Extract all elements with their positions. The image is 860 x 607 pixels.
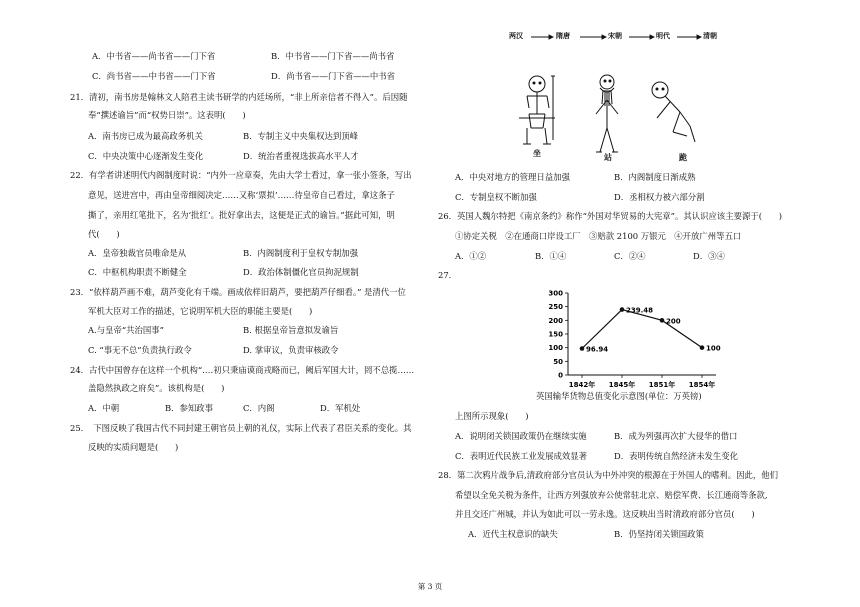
court-etiquette-drawing bbox=[505, 32, 725, 182]
pose-label-sit: 坐 bbox=[533, 148, 541, 158]
timeline-label-5: 清朝 bbox=[703, 31, 717, 40]
q25-stem-line2: 反映的实质问题是( ) bbox=[88, 442, 179, 452]
court-etiquette-figure bbox=[505, 32, 725, 182]
q22-stem-line4: 代( ) bbox=[88, 229, 120, 239]
q23-option-c[interactable]: C. “事无不总”负责执行政令 bbox=[88, 345, 192, 355]
chart-title: 英国输华货物总值变化示意图(单位：万英镑) bbox=[536, 391, 702, 401]
q26-stem: 26．英国人魏尔特把《南京条约》称作“外国对华贸易的大宪章”。其认识应该主要源于( ) bbox=[438, 211, 783, 221]
q28-option-b[interactable]: B．仍坚持闭关锁国政策 bbox=[614, 529, 704, 539]
q22-option-b[interactable]: B．内阁制度利于皇权专制加强 bbox=[243, 248, 359, 258]
x-tick-label: 1842年 bbox=[568, 381, 596, 389]
y-tick-label: 300 bbox=[548, 289, 563, 298]
q25-option-b[interactable]: B．内阁制度日渐成熟 bbox=[614, 172, 696, 182]
q22-option-d[interactable]: D．政治体制僵化官员拘泥规制 bbox=[243, 267, 359, 277]
q26-option-c[interactable]: C．②④ bbox=[614, 251, 646, 261]
page-number: 第 3 页 bbox=[417, 582, 443, 591]
series-line bbox=[582, 310, 702, 349]
export-value-chart bbox=[538, 285, 728, 405]
q28-stem-line1: 28．第二次鸦片战争后,清政府部分官员认为中外冲突的根源在于外国人的嗜利。因此，他们 bbox=[438, 470, 778, 480]
q27-stem: 上图所示现象( ) bbox=[455, 411, 529, 421]
data-point bbox=[660, 318, 665, 323]
q26-items: ①协定关税 ②在通商口岸设工厂 ③赔款 2100 万银元 ④开放广州等五口 bbox=[455, 231, 742, 241]
q21-option-d[interactable]: D．统治者重视选拔高水平人才 bbox=[243, 151, 359, 161]
x-tick-label: 1854年 bbox=[688, 381, 716, 389]
pose-label-stand: 站 bbox=[604, 152, 612, 162]
y-tick-label: 0 bbox=[558, 371, 563, 380]
q26-option-b[interactable]: B．①④ bbox=[535, 251, 567, 261]
q20-option-a[interactable]: A．中书省——尚书省——门下省 bbox=[92, 51, 216, 61]
q27-option-a[interactable]: A．说明闭关锁国政策仍在继续实施 bbox=[455, 431, 587, 441]
q24-stem-line1: 24．古代中国曾存在这样一个机构“.…初只秉庙谟商戎略而已，阙后军国大计，罔不总揽…… bbox=[70, 365, 415, 375]
q21-stem-line2: 奉“撰述谕旨”而“权势日崇”。这表明( ) bbox=[88, 110, 246, 120]
timeline-label-1: 两汉 bbox=[509, 31, 523, 40]
data-point bbox=[620, 307, 625, 312]
q27-number: 27． bbox=[438, 270, 458, 280]
q22-stem-line1: 22．有学者讲述明代内阁制度时说：“内外一应章奏，先由大学士看过，拿一张小签条，写出 bbox=[70, 170, 412, 180]
timeline-label-2: 隋唐 bbox=[556, 31, 570, 40]
pose-label-kneel: 跪 bbox=[679, 152, 687, 162]
q23-option-d[interactable]: D. 掌审议，负责审核政令 bbox=[243, 345, 339, 355]
y-tick-label: 150 bbox=[548, 330, 563, 339]
y-tick-label: 50 bbox=[553, 357, 563, 366]
line-chart-svg bbox=[538, 285, 728, 405]
q28-stem-line2: 希望以全免关税为条件，让西方列强放弃公使常驻北京、赔偿军费、长江通商等条款, bbox=[455, 490, 768, 500]
q25-stem-line1: 25． 下图反映了我国古代不同封建王朝官员上朝的礼仪，实际上代表了君臣关系的变化。其 bbox=[70, 423, 412, 433]
q22-option-c[interactable]: C．中枢机构职责不断健全 bbox=[88, 267, 187, 277]
y-tick-label: 100 bbox=[548, 344, 563, 353]
q28-option-a[interactable]: A．近代主权意识的缺失 bbox=[468, 529, 558, 539]
data-point bbox=[580, 346, 585, 351]
q27-option-b[interactable]: B．成为列强再次扩大侵华的借口 bbox=[614, 431, 738, 441]
q28-stem-line3: 并且交还广州城，并认为如此可以一劳永逸。这反映出当时清政府部分官员( ) bbox=[455, 509, 755, 519]
q24-stem-line2: 盖隐然执政之府矣”。该机构是( ) bbox=[88, 383, 225, 393]
q23-stem-line2: 军机大臣对工作的描述，它说明军机大臣的职能主要是( ) bbox=[88, 306, 313, 316]
q26-option-d[interactable]: D．③④ bbox=[693, 251, 725, 261]
q21-option-c[interactable]: C．中央决策中心逐渐发生变化 bbox=[88, 151, 204, 161]
q20-option-b[interactable]: B．中书省——门下省——尚书省 bbox=[271, 51, 395, 61]
q21-option-b[interactable]: B．专制主义中央集权达到顶峰 bbox=[243, 131, 359, 141]
data-label: 100 bbox=[706, 344, 721, 353]
y-tick-label: 250 bbox=[548, 303, 563, 312]
x-tick-label: 1851年 bbox=[648, 381, 676, 389]
q22-option-a[interactable]: A．皇帝独裁官员唯命是从 bbox=[88, 248, 187, 258]
timeline-label-4: 明代 bbox=[656, 31, 670, 40]
data-label: 200 bbox=[666, 317, 681, 326]
q23-option-b[interactable]: B. 根据皇帝旨意拟发谕旨 bbox=[243, 325, 339, 335]
q24-option-c[interactable]: C．内阁 bbox=[243, 403, 275, 413]
q27-option-d[interactable]: D．表明传统自然经济未发生变化 bbox=[614, 451, 738, 461]
q21-option-a[interactable]: A．南书房已成为最高政务机关 bbox=[88, 131, 203, 141]
timeline-label-3: 宋朝 bbox=[608, 31, 622, 40]
q26-option-a[interactable]: A．①② bbox=[455, 251, 487, 261]
data-label: 239.48 bbox=[626, 306, 654, 315]
q23-stem-line1: 23．“依样葫芦画不难，葫芦变化有千端。画成依样旧葫芦，要把葫芦仔细看。” 是清代一位 bbox=[70, 287, 406, 297]
q20-option-d[interactable]: D．尚书省——门下省——中书省 bbox=[271, 71, 395, 81]
q25-option-d[interactable]: D．丞相权力被六部分割 bbox=[614, 192, 705, 202]
y-tick-label: 200 bbox=[548, 316, 563, 325]
q21-stem-line1: 21．清初，南书房是翰林文人陪君主读书研学的内廷场所，“非上所亲信者不得入”。后因随 bbox=[70, 92, 408, 102]
q20-option-c[interactable]: C．尚书省——中书省——门下省 bbox=[92, 71, 216, 81]
q22-stem-line3: 撕了，亲用红笔批下，名为‘批红’。批好拿出去，这便是正式的谕旨。”据此可知，明 bbox=[88, 210, 395, 220]
data-point bbox=[700, 345, 705, 350]
q25-option-a[interactable]: A．中央对地方的管理日益加强 bbox=[455, 172, 570, 182]
q24-option-d[interactable]: D．军机处 bbox=[320, 403, 361, 413]
x-tick-label: 1845年 bbox=[608, 381, 636, 389]
q27-option-c[interactable]: C．表明近代民族工业发展成效显著 bbox=[455, 451, 588, 461]
q22-stem-line2: 意见，送进宫中，再由皇帝细阅决定……又称‘票拟’……待皇帝自己看过，拿这条子 bbox=[88, 190, 395, 200]
data-label: 96.94 bbox=[586, 345, 609, 354]
q25-option-c[interactable]: C．专制皇权不断加强 bbox=[455, 192, 537, 202]
q23-option-a[interactable]: A.与皇帝“共治国事” bbox=[88, 325, 164, 335]
q24-option-b[interactable]: B．参知政事 bbox=[165, 403, 214, 413]
q24-option-a[interactable]: A．中朝 bbox=[88, 403, 120, 413]
